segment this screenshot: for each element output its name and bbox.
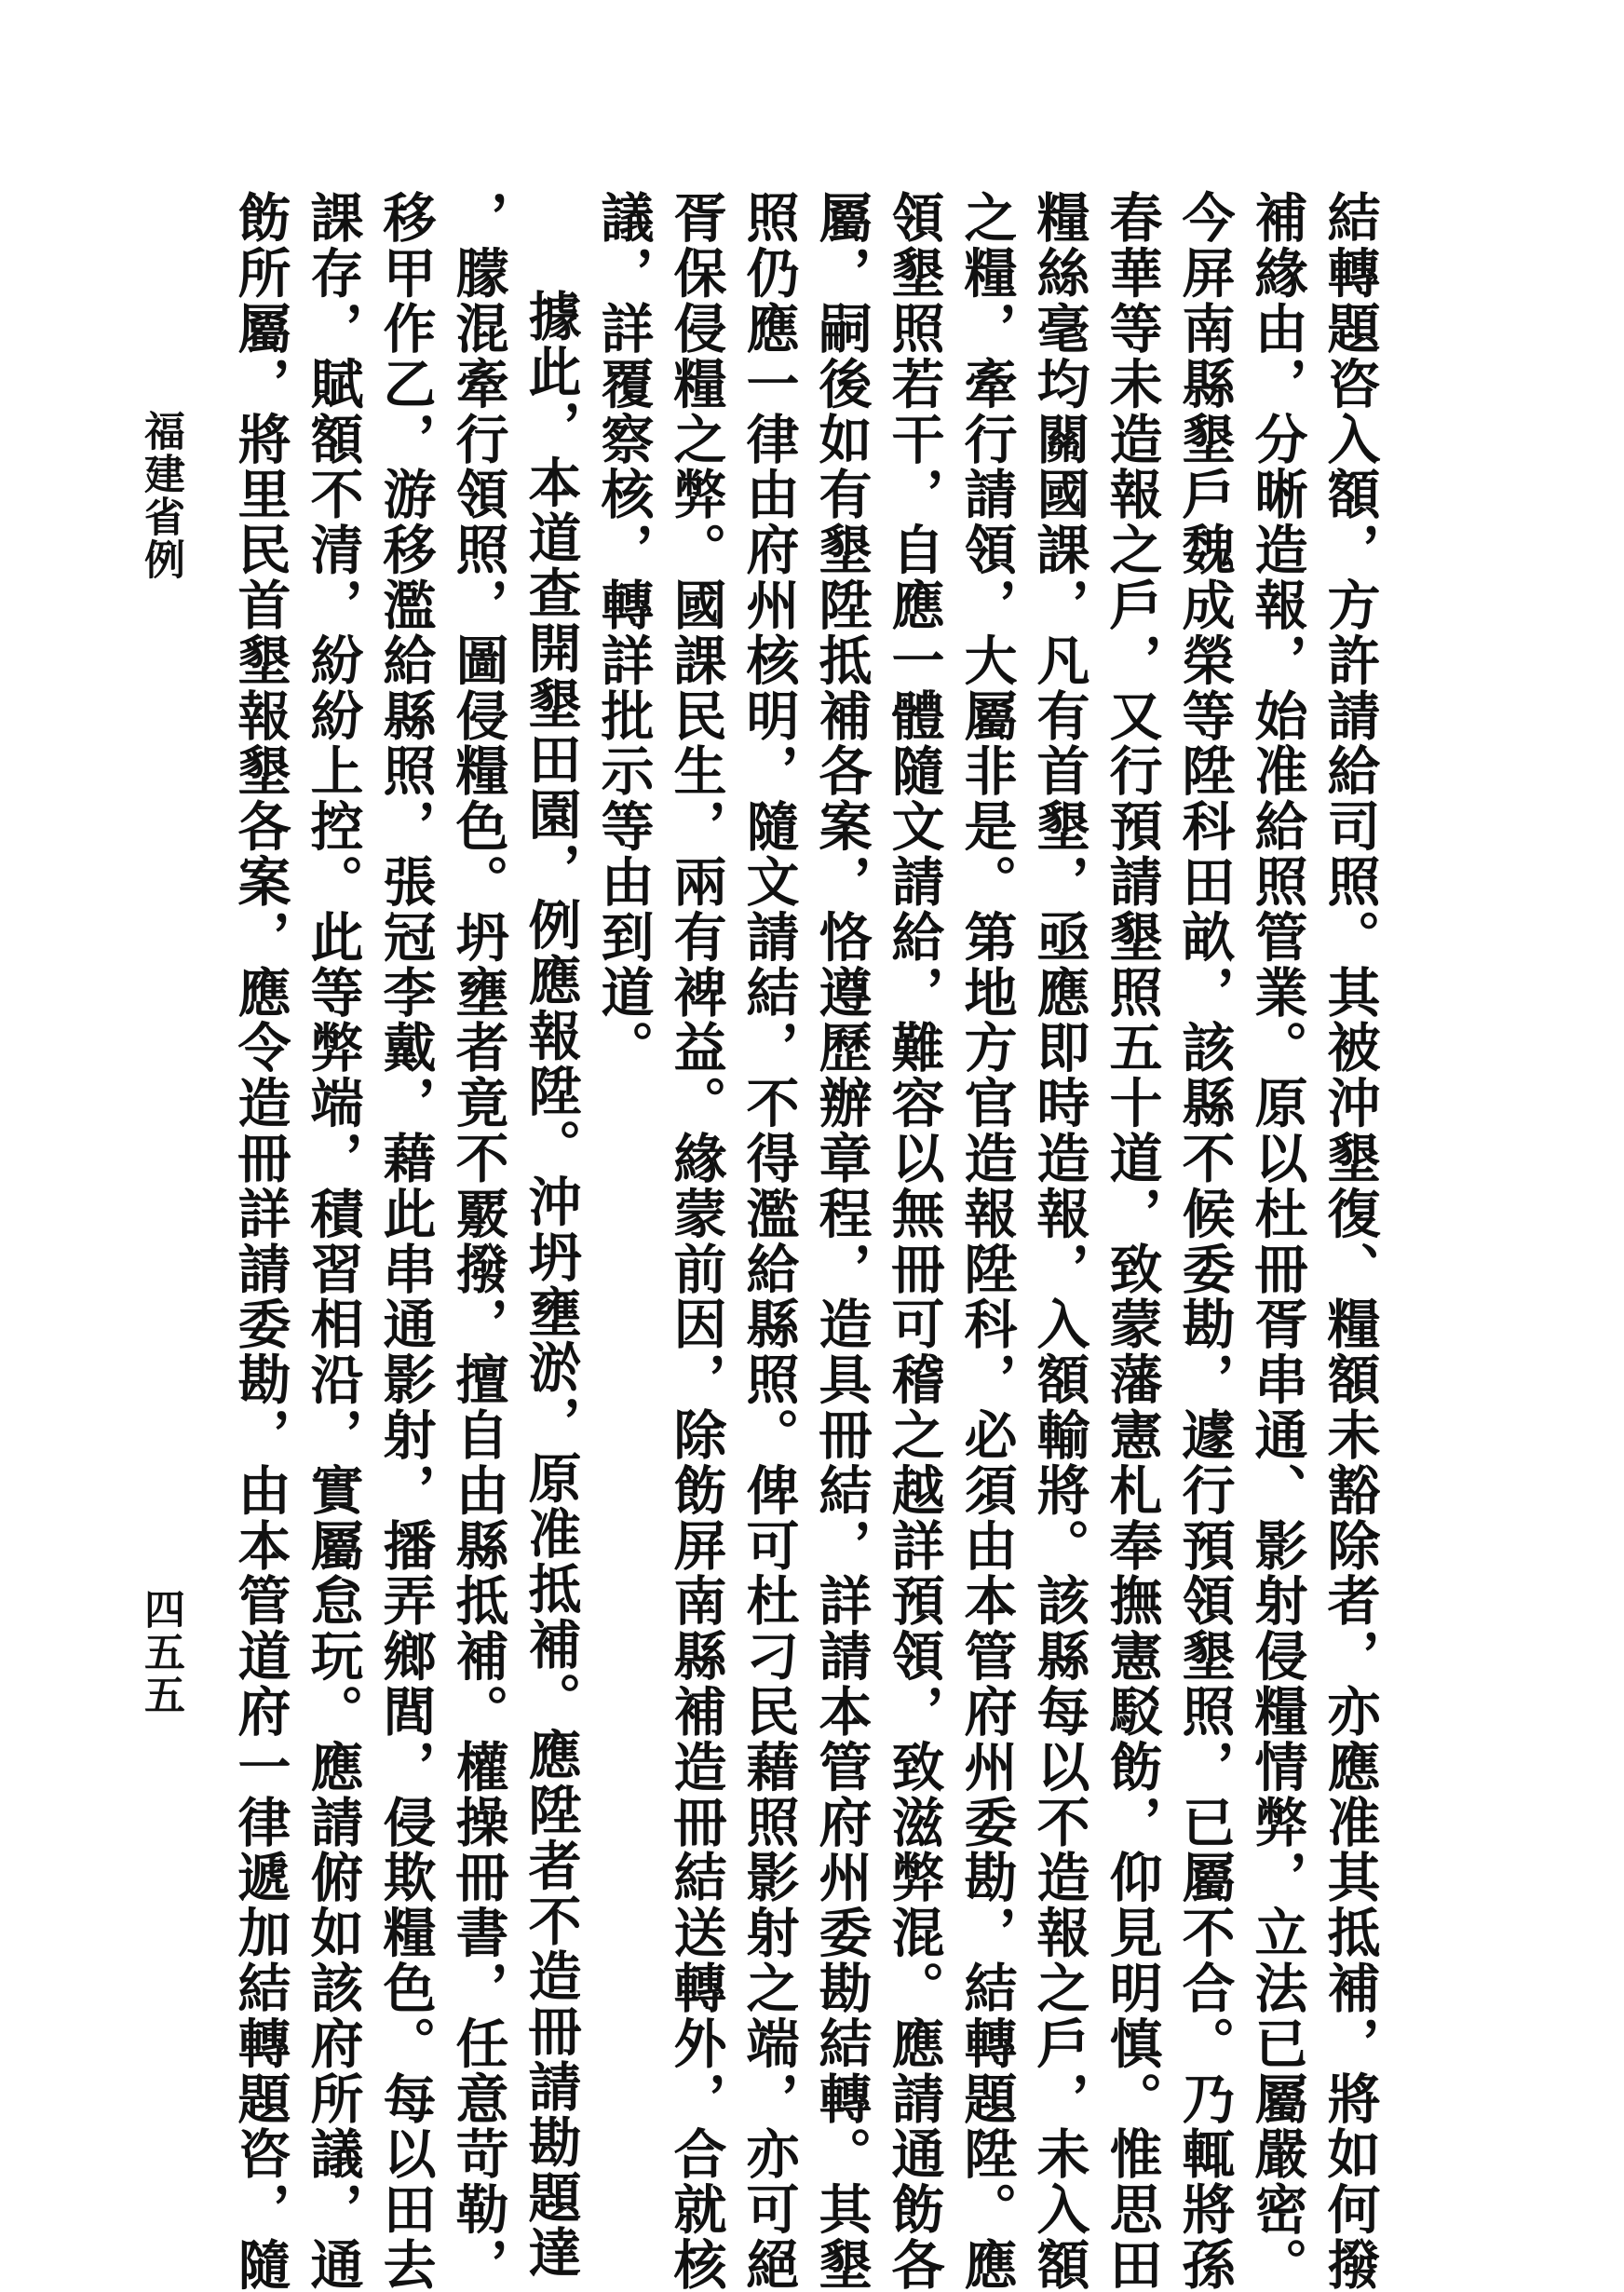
text-column: 結轉題咨入額，方許請給司照。其被沖墾復、糧額未豁除者，亦應准其抵補，將如何撥 [1319,190,1381,2292]
text-column: 議，詳覆察核，轉詳批示等由到道。 [592,190,655,1076]
text-column: 春華等未造報之戶，又行預請墾照五十道，致蒙藩憲札奉撫憲駁飭，仰見明慎。惟思田 [1101,190,1163,2292]
text-column: 胥保侵糧之弊。國課民生，兩有裨益。緣蒙前因，除飭屏南縣補造冊結送轉外，合就核 [665,190,727,2292]
text-column: 據此，本道查開墾田園，例應報陞。沖坍壅淤，原准抵補。應陞者不造冊請勘題達 [520,289,582,2281]
page-number: 四五五 [137,1588,184,1716]
text-column: 照仍應一律由府州核明，隨文請結，不得濫給縣照。俾可杜刁民藉照影射之端，亦可絕 [738,190,800,2292]
text-column: 領墾照若干，自應一體隨文請給，難容以無冊可稽之越詳預領，致滋弊混。應請通飭各 [883,190,945,2292]
text-column: 之糧，牽行請領，大屬非是。第地方官造報陞科，必須由本管府州委勘，結轉題陞。應 [955,190,1018,2292]
text-column: 補緣由，分晰造報，始准給照管業。原以杜冊胥串通、影射侵糧情弊，立法已屬嚴密。 [1246,190,1308,2292]
text-column: 飭所屬，將里民首墾報墾各案，應令造冊詳請委勘，由本管道府一律遞加結轉題咨，隨 [229,190,291,2292]
text-column: 移甲作乙，游移濫給縣照，張冠李戴，藉此串通影射，播弄鄉閭，侵欺糧色。每以田去 [374,190,437,2292]
running-head: 福建省例 [137,410,184,581]
text-column: 今屏南縣墾戶魏成榮等陞科田畝，該縣不候委勘，遽行預領墾照，已屬不合。乃輒將孫 [1173,190,1236,2292]
text-column: 糧絲毫均關國課，凡有首墾，亟應即時造報，入額輸將。該縣每以不造報之戶，未入額 [1028,190,1090,2292]
text-column: ，朦混牽行領照，圖侵糧色。坍壅者竟不覈撥，擅自由縣抵補。權操冊書，任意苛勒， [447,190,509,2292]
text-column: 屬，嗣後如有墾陞抵補各案，恪遵歷辦章程，造具冊結，詳請本管府州委勘結轉。其墾 [810,190,873,2292]
text-column: 課存，賦額不清，紛紛上控。此等弊端，積習相沿，實屬怠玩。應請俯如該府所議，通 [302,190,364,2292]
